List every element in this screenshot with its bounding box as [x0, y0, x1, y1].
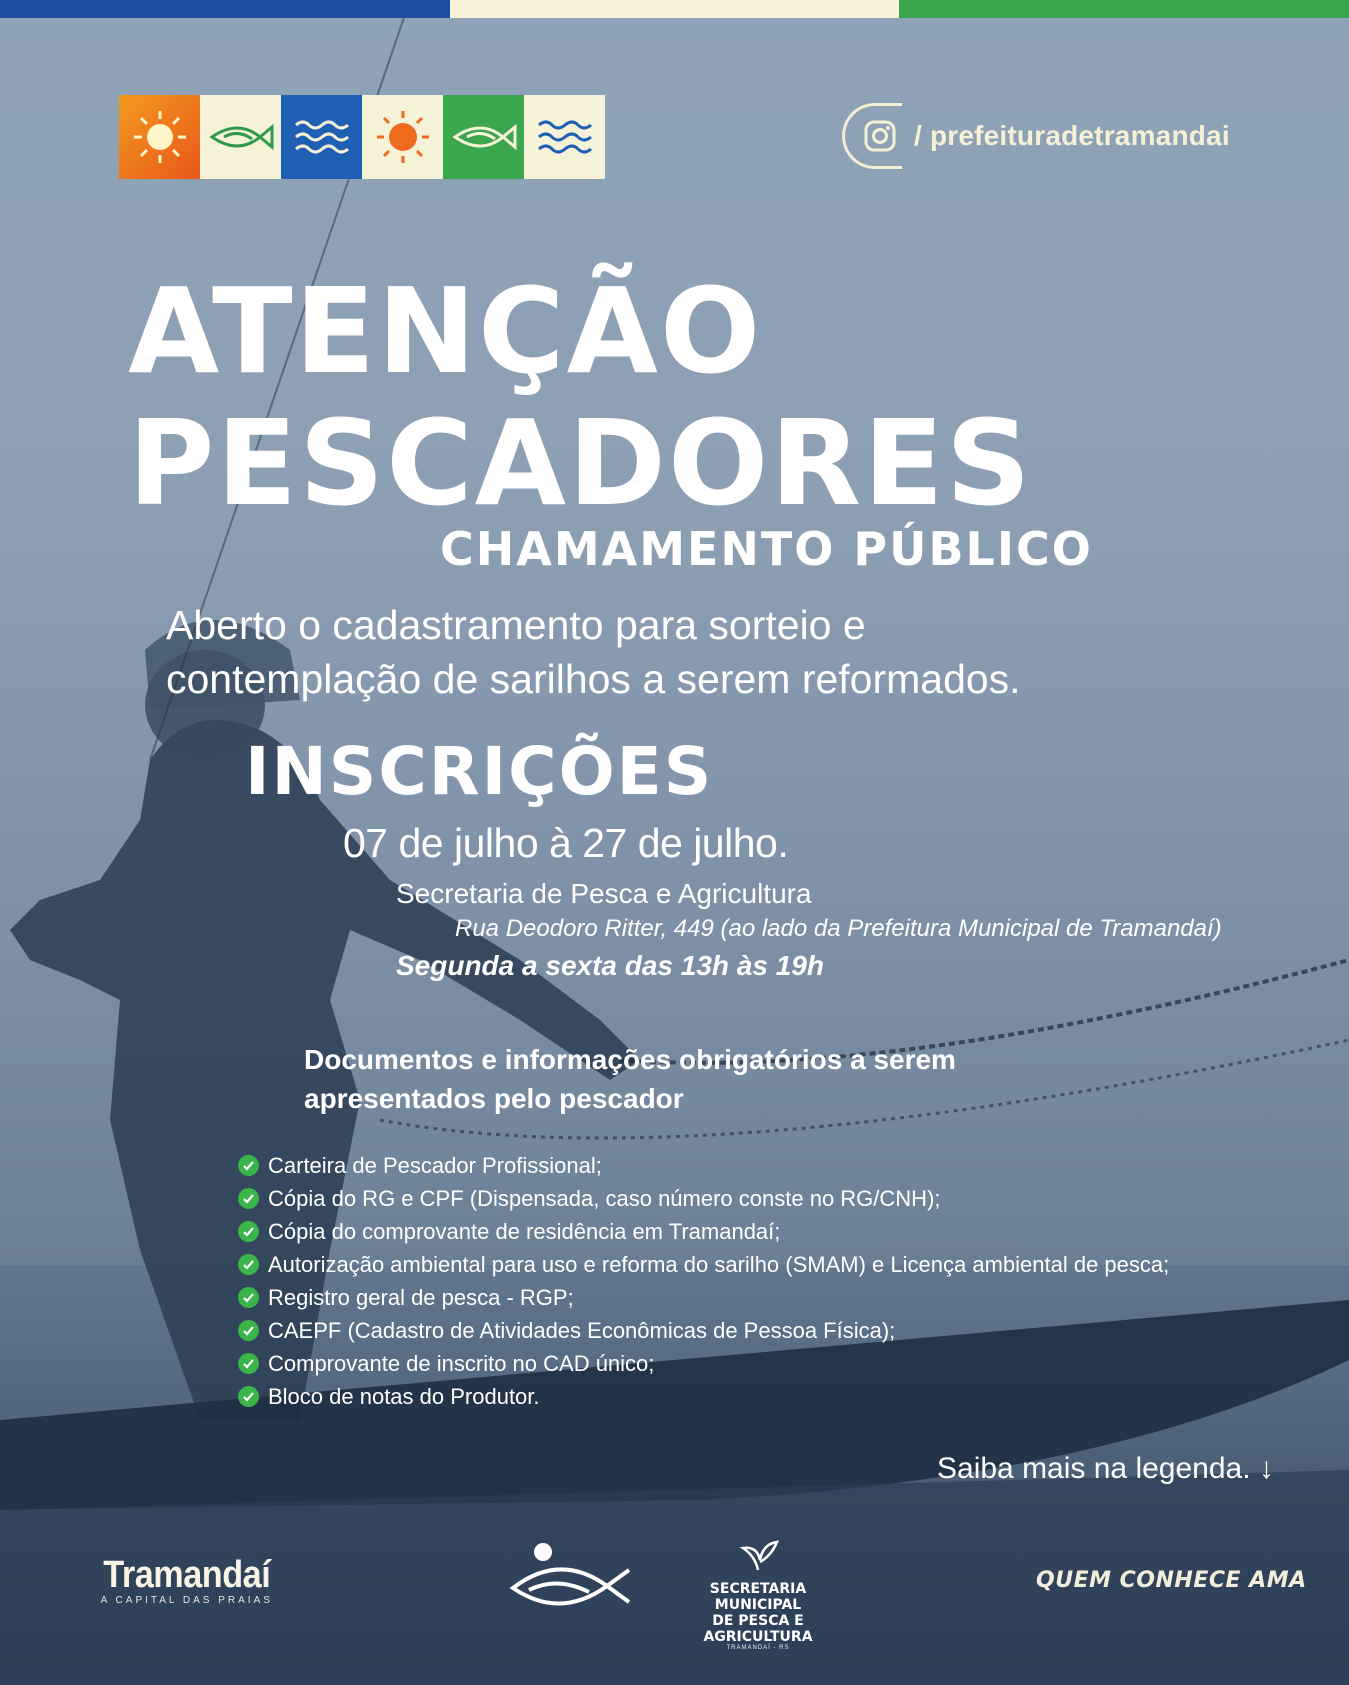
city-tagline: A CAPITAL DAS PRAIAS: [100, 1595, 273, 1606]
documents-heading-line2: apresentados pelo pescador: [304, 1083, 684, 1114]
inscricoes-place: Secretaria de Pesca e Agricultura: [396, 878, 812, 909]
check-icon: [238, 1386, 259, 1407]
inscricoes-dates: 07 de julho à 27 de julho.: [343, 820, 789, 866]
secretaria-logo: [668, 1538, 848, 1651]
headline-line1: ATENÇÃO: [128, 262, 763, 400]
list-item: [238, 1281, 1169, 1314]
more-info-text: Saiba mais na legenda. ↓: [937, 1452, 1274, 1485]
secretaria-line2: DE PESCA E AGRICULTURA: [703, 1613, 813, 1645]
check-icon: [238, 1287, 259, 1308]
list-item: [238, 1380, 1169, 1413]
headline-line2: PESCADORES: [128, 394, 1033, 532]
bar-segment-green: [899, 0, 1349, 18]
fish-logo-icon: [505, 1540, 635, 1620]
list-item: [238, 1347, 1169, 1380]
check-icon: [238, 1254, 259, 1275]
secretaria-city: TRAMANDAÍ - RS: [726, 1645, 790, 1651]
inscricoes-address: Rua Deodoro Ritter, 449 (ao lado da Prefeitura Municipal de Tramandaí): [455, 915, 1222, 942]
instagram-handle-text: / prefeituradetramandai: [914, 120, 1230, 151]
documents-heading: [304, 1040, 1064, 1118]
leaf-icon: [733, 1538, 783, 1572]
documents-heading-line1: Documentos e informações obrigatórios a serem: [304, 1044, 956, 1075]
bar-segment-cream: [450, 0, 900, 18]
list-item-text: Cópia do comprovante de residência em Tramandaí;: [268, 1218, 781, 1244]
tramandai-logo: [94, 1554, 280, 1606]
list-item-text: Comprovante de inscrito no CAD único;: [268, 1350, 655, 1376]
check-icon: [238, 1188, 259, 1209]
list-item-text: Bloco de notas do Produtor.: [268, 1383, 540, 1409]
list-item-text: CAEPF (Cadastro de Atividades Econômicas de Pessoa Física);: [268, 1317, 896, 1343]
list-item-text: Cópia do RG e CPF (Dispensada, caso número conste no RG/CNH);: [268, 1185, 941, 1211]
check-icon: [238, 1155, 259, 1176]
waves-icon: [281, 95, 362, 179]
fish-icon: [443, 95, 524, 179]
sun-icon: [362, 95, 443, 179]
sun-icon: [119, 95, 200, 179]
inscricoes-hours: Segunda a sexta das 13h às 19h: [396, 950, 824, 981]
inscricoes-title: INSCRIÇÕES: [245, 733, 714, 810]
list-item-text: Autorização ambiental para uso e reforma do sarilho (SMAM) e Licença ambiental de pesca;: [268, 1251, 1170, 1277]
fish-icon: [200, 95, 281, 179]
slogan: QUEM CONHECE AMA: [1036, 1568, 1307, 1593]
city-logo-text: Tramandaí: [103, 1554, 271, 1596]
check-icon: [238, 1320, 259, 1341]
instagram-icon: [864, 120, 896, 152]
lead-line1: Aberto o cadastramento para sorteio e: [166, 602, 866, 648]
list-item-text: Registro geral de pesca - RGP;: [268, 1284, 574, 1310]
documents-list: [238, 1149, 1169, 1413]
list-item: [238, 1215, 1169, 1248]
bar-segment-blue: [0, 0, 450, 18]
waves-icon: [524, 95, 605, 179]
subtitle: CHAMAMENTO PÚBLICO: [440, 522, 1093, 576]
check-icon: [238, 1221, 259, 1242]
lead-text: [166, 598, 1021, 706]
secretaria-line1: SECRETARIA MUNICIPAL: [709, 1581, 807, 1613]
list-item: [238, 1248, 1169, 1281]
check-icon: [238, 1353, 259, 1374]
list-item: [238, 1314, 1169, 1347]
list-item: [238, 1149, 1169, 1182]
list-item: [238, 1182, 1169, 1215]
list-item-text: Carteira de Pescador Profissional;: [268, 1152, 602, 1178]
instagram-handle[interactable]: [842, 103, 1230, 169]
top-color-bar: [0, 0, 1349, 18]
instagram-frame: [842, 103, 902, 169]
brand-tiles: [119, 95, 605, 179]
lead-line2: contemplação de sarilhos a serem reformados.: [166, 656, 1021, 702]
